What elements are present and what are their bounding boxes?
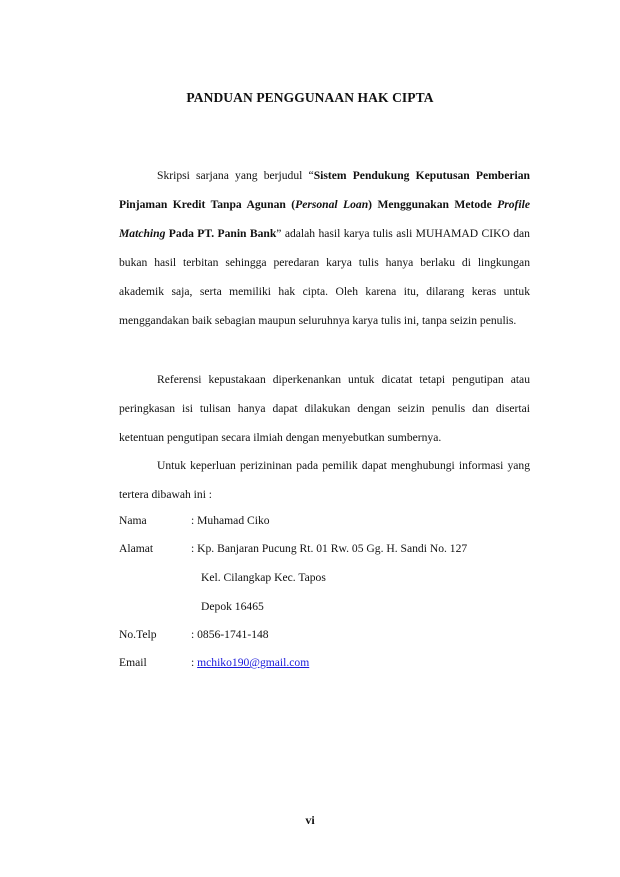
paragraph-reference-policy <box>119 365 530 452</box>
page-title: PANDUAN PENGGUNAAN HAK CIPTA <box>186 90 434 105</box>
contact-row-email <box>119 656 530 674</box>
p3-text: Untuk keperluan perizininan pada pemilik dapat menghubungi informasi yang tertera dibawah ini : <box>119 459 530 501</box>
address-line-3: Depok 16465 <box>201 600 264 613</box>
name-value: : Muhamad Ciko <box>191 514 270 527</box>
p1-text-b: ” adalah hasil karya tulis asli MUHAMAD CIKO dan bukan hasil terbitan sehingga peredaran karya tulis hanya berlaku di lingkungan akademik saja, serta memiliki hak cipta. Oleh karena itu, dilarang keras untuk menggandakan baik sebagian maupun seluruhnya karya tulis ini, tanpa seizin penulis. <box>119 227 530 327</box>
p1-thesis-title-a: Sistem Pendukung Keputusan Pemberian Pinjaman Kredit Tanpa Agunan ( <box>119 169 530 211</box>
page-number: vi <box>305 813 315 827</box>
p2-text: Referensi kepustakaan diperkenankan untuk dicatat tetapi pengutipan atau peringkasan isi tulisan hanya dapat dilakukan dengan seizin penulis dan disertai ketentuan pengutipan secara ilmiah dengan menyebutkan sumbernya. <box>119 373 530 444</box>
contact-row-address-2 <box>119 571 530 589</box>
contact-row-address <box>119 542 530 560</box>
contact-row-name <box>119 514 530 532</box>
contact-row-phone <box>119 628 530 646</box>
address-line-2: Kel. Cilangkap Kec. Tapos <box>201 571 326 584</box>
p1-text-a: Skripsi sarjana yang berjudul “ <box>157 169 314 182</box>
email-link[interactable]: mchiko190@gmail.com <box>197 656 310 669</box>
paragraph-contact-intro <box>119 451 530 509</box>
p1-thesis-title-c: Pada PT. Panin Bank <box>165 227 277 240</box>
email-value-wrap <box>191 656 309 669</box>
phone-value: : 0856-1741-148 <box>191 628 269 641</box>
address-label: Alamat <box>119 542 154 555</box>
paragraph-copyright-statement <box>119 161 530 335</box>
name-label: Nama <box>119 514 147 527</box>
p1-thesis-title-italic: Personal Loan <box>295 198 369 211</box>
phone-label: No.Telp <box>119 628 157 641</box>
p1-thesis-title-italic-b: Profile Matching <box>119 198 530 240</box>
p1-thesis-title-b: ) Menggunakan Metode <box>368 198 498 211</box>
email-label: Email <box>119 656 147 669</box>
email-colon: : <box>191 656 198 669</box>
address-line-1: : Kp. Banjaran Pucung Rt. 01 Rw. 05 Gg. H. Sandi No. 127 <box>191 542 468 555</box>
contact-row-address-3 <box>119 600 530 618</box>
